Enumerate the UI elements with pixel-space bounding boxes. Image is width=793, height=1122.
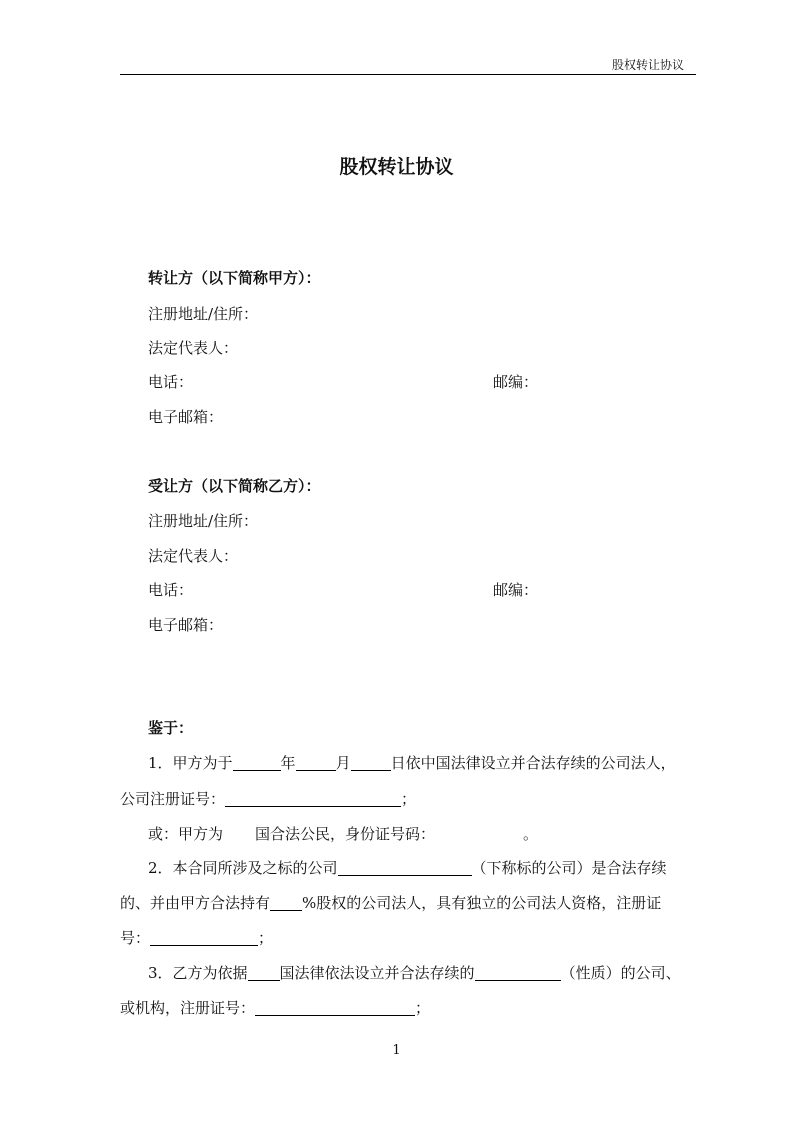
whereas-heading: 鉴于： <box>148 719 194 737</box>
transferee-heading: 受让方（以下简称乙方）： <box>148 477 321 495</box>
transferor-legal-rep: 法定代表人： <box>148 339 239 357</box>
clause-3-line-2 <box>120 998 430 1018</box>
clause-2-line-1 <box>148 858 667 878</box>
clause-3-text-b: 国法律依法设立并合法存续的 <box>279 964 475 982</box>
transferee-email: 电子邮箱： <box>148 616 224 634</box>
clause-1-line-2 <box>120 789 416 809</box>
clause-1-line-3 <box>148 824 538 844</box>
clause-3-text-d: 或机构，注册证号： <box>120 999 256 1017</box>
transferee-phone: 电话： <box>148 581 194 599</box>
clause-2-text-c: 的、并由甲方合法持有 <box>120 894 271 912</box>
clause-2-text-b: （下称标的公司）是合法存续 <box>471 859 667 877</box>
header-title: 股权转让协议 <box>611 58 684 72</box>
target-company-blank <box>338 859 472 876</box>
clause-2-text-e: 号： <box>120 929 151 947</box>
transferor-phone: 电话： <box>148 373 194 391</box>
clause-2-text-a: 2．本合同所涉及之标的公司 <box>148 859 338 877</box>
equity-percent-blank <box>270 894 302 911</box>
clause-2-line-2 <box>120 893 661 913</box>
clause-3-text-e: ； <box>415 999 431 1017</box>
clause-1-text-a: 1．甲方为于 <box>148 754 233 772</box>
month-blank <box>296 754 336 771</box>
clause-1-text-h: 国合法公民，身份证号码： <box>255 825 436 843</box>
clause-2-text-d: %股权的公司法人，具有独立的公司法人资格，注册证 <box>302 894 662 912</box>
country-blank <box>248 964 280 981</box>
page-header <box>120 56 696 75</box>
transferor-address: 注册地址/住所： <box>148 305 259 323</box>
clause-1-text-e: 公司注册证号： <box>120 790 226 808</box>
clause-2-line-3 <box>120 928 273 948</box>
transferor-heading: 转让方（以下简称甲方）： <box>148 269 321 287</box>
clause-3-line-1 <box>148 963 681 983</box>
target-registration-blank <box>150 929 258 946</box>
clause-2-text-f: ； <box>258 929 274 947</box>
transferor-postcode: 邮编： <box>493 373 539 391</box>
clause-1-text-c: 月 <box>335 754 351 772</box>
transferee-legal-rep: 法定代表人： <box>148 547 239 565</box>
transferor-email: 电子邮箱： <box>148 408 224 426</box>
clause-1-text-i: 。 <box>523 825 539 843</box>
document-title: 股权转让协议 <box>339 156 454 178</box>
nature-blank <box>475 964 561 981</box>
clause-1-text-g: 或：甲方为 <box>148 825 224 843</box>
clause-1-text-f: ； <box>401 790 417 808</box>
transferee-registration-blank <box>255 999 415 1016</box>
clause-1-text-b: 年 <box>280 754 296 772</box>
clause-1-text-d: 日依中国法律设立并合法存续的公司法人， <box>390 754 676 772</box>
clause-3-text-c: （性质）的公司、 <box>560 964 681 982</box>
year-blank <box>233 754 281 771</box>
clause-1-line-1 <box>148 753 676 773</box>
transferee-address: 注册地址/住所： <box>148 512 259 530</box>
day-blank <box>351 754 391 771</box>
clause-3-text-a: 3．乙方为依据 <box>148 964 248 982</box>
page-number: 1 <box>392 1043 401 1058</box>
registration-number-blank <box>225 790 401 807</box>
transferee-postcode: 邮编： <box>493 581 539 599</box>
